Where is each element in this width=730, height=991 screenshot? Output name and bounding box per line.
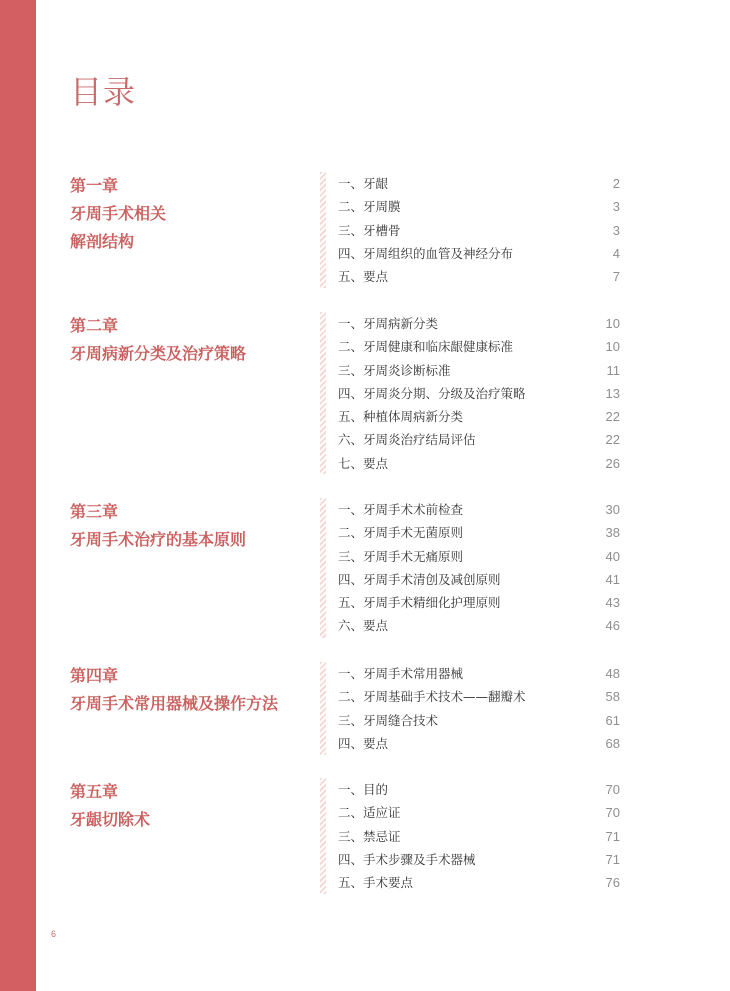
toc-entry-label: 一、牙周病新分类: [338, 316, 439, 331]
toc-entry-page: 2: [612, 176, 620, 191]
toc-entry[interactable]: [338, 801, 620, 824]
toc-entry[interactable]: [338, 335, 620, 358]
toc-entry-label: 一、目的: [338, 782, 389, 797]
toc-entry[interactable]: [338, 545, 620, 568]
toc-entry-label: 一、牙周手术术前检查: [338, 502, 464, 517]
toc-entry[interactable]: [338, 195, 620, 218]
toc-entry-label: 四、要点: [338, 735, 389, 751]
toc-entry-label: 一、牙龈: [338, 176, 389, 191]
toc-entry-page: 58: [605, 689, 620, 705]
chapter-3-title-line-1: 牙周手术治疗的基本原则: [70, 530, 247, 549]
toc-entry-label: 五、要点: [338, 269, 389, 285]
toc-entry-label: 四、牙周手术清创及减创原则: [338, 571, 501, 587]
toc-entry-label: 二、牙周健康和临床龈健康标准: [338, 339, 514, 355]
toc-entry-label: 五、牙周手术精细化护理原则: [338, 595, 501, 611]
toc-entry-page: 3: [612, 199, 620, 215]
chapter-2-title: [70, 312, 315, 368]
toc-entry[interactable]: [338, 428, 620, 451]
toc-entry-page: 4: [612, 245, 620, 261]
toc-entry-label: 三、牙周手术无痛原则: [338, 548, 464, 564]
chapter-1-title: [70, 172, 315, 256]
toc-entry-page: 7: [612, 269, 620, 285]
chapter-4-number: 第四章: [70, 666, 119, 685]
left-accent-bar: [0, 0, 36, 991]
chapter-1-title-line-2: 解剖结构: [70, 232, 135, 251]
toc-entry[interactable]: [338, 498, 620, 521]
chapter-4-divider: [320, 662, 326, 755]
toc-entry[interactable]: [338, 685, 620, 708]
chapter-1-title-line-1: 牙周手术相关: [70, 204, 167, 223]
toc-entry-page: 71: [605, 851, 620, 867]
toc-entry-page: 46: [605, 618, 620, 634]
chapter-5-title-line-1: 牙龈切除术: [70, 810, 151, 829]
chapter-2-divider: [320, 312, 326, 474]
toc-entry[interactable]: [338, 591, 620, 614]
toc-entry-page: 10: [605, 316, 620, 331]
page-title: 目录: [70, 73, 137, 111]
chapter-1-divider: [320, 172, 326, 288]
toc-entry-label: 四、牙周炎分期、分级及治疗策略: [338, 385, 526, 401]
toc-entry[interactable]: [338, 242, 620, 265]
toc-entry-page: 61: [605, 712, 620, 728]
chapter-5-number: 第五章: [70, 782, 119, 801]
toc-entry-page: 13: [605, 385, 620, 401]
toc-entry-label: 三、牙周炎诊断标准: [338, 362, 451, 378]
toc-entry[interactable]: [338, 709, 620, 732]
chapter-5-title: [70, 778, 315, 834]
chapter-2-title-line-1: 牙周病新分类及治疗策略: [70, 344, 247, 363]
toc-entry-label: 二、牙周膜: [338, 199, 401, 215]
toc-entry-label: 五、种植体周病新分类: [338, 409, 464, 425]
toc-entry-label: 二、适应证: [338, 805, 401, 821]
toc-entry-label: 一、牙周手术常用器械: [338, 666, 464, 681]
toc-entry[interactable]: [338, 219, 620, 242]
chapter-5-divider: [320, 778, 326, 894]
toc-entry-label: 四、手术步骤及手术器械: [338, 851, 476, 867]
toc-entry-page: 70: [605, 805, 620, 821]
toc-entry[interactable]: [338, 521, 620, 544]
toc-entry[interactable]: [338, 172, 620, 195]
chapter-4-title: [70, 662, 315, 718]
chapter-3-title: [70, 498, 315, 554]
toc-entry[interactable]: [338, 312, 620, 335]
toc-entry-page: 70: [605, 782, 620, 797]
toc-entry-label: 五、手术要点: [338, 875, 414, 891]
toc-entry-label: 二、牙周手术无菌原则: [338, 525, 464, 541]
chapter-4-title-line-1: 牙周手术常用器械及操作方法: [70, 694, 279, 713]
toc-entry-label: 六、牙周炎治疗结局评估: [338, 432, 476, 448]
toc-entry-page: 3: [612, 222, 620, 238]
toc-entry-label: 三、禁忌证: [338, 828, 401, 844]
toc-entry[interactable]: [338, 382, 620, 405]
toc-entry[interactable]: [338, 825, 620, 848]
toc-entry[interactable]: [338, 265, 620, 288]
toc-entry-page: 41: [605, 571, 620, 587]
toc-entry[interactable]: [338, 662, 620, 685]
toc-entry-label: 六、要点: [338, 618, 389, 634]
toc-entry-page: 11: [606, 362, 620, 378]
toc-entry-page: 76: [605, 875, 620, 891]
toc-entry[interactable]: [338, 732, 620, 755]
toc-entry-label: 三、牙周缝合技术: [338, 712, 439, 728]
toc-entry-page: 68: [605, 735, 620, 751]
toc-entry-page: 48: [605, 666, 620, 681]
toc-entry-page: 38: [605, 525, 620, 541]
chapter-3-entries: [338, 498, 620, 638]
chapter-1-entries: [338, 172, 620, 288]
toc-entry-page: 43: [605, 595, 620, 611]
toc-entry-label: 四、牙周组织的血管及神经分布: [338, 245, 514, 261]
chapter-5-entries: [338, 778, 620, 894]
toc-entry[interactable]: [338, 359, 620, 382]
toc-entry-label: 二、牙周基础手术技术——翻瓣术: [338, 689, 526, 705]
toc-entry-page: 10: [605, 339, 620, 355]
chapter-1-number: 第一章: [70, 176, 119, 195]
toc-entry[interactable]: [338, 848, 620, 871]
toc-entry[interactable]: [338, 778, 620, 801]
toc-entry-page: 22: [605, 409, 620, 425]
chapter-3-divider: [320, 498, 326, 638]
toc-entry-label: 三、牙槽骨: [338, 222, 401, 238]
toc-entry[interactable]: [338, 871, 620, 894]
chapter-4-entries: [338, 662, 620, 755]
chapter-3-number: 第三章: [70, 502, 119, 521]
toc-entry-page: 71: [605, 828, 620, 844]
page-number: 6: [51, 929, 57, 939]
chapter-2-entries: [338, 312, 620, 475]
toc-entry-page: 40: [605, 548, 620, 564]
toc-entry[interactable]: [338, 568, 620, 591]
toc-entry-page: 30: [605, 502, 620, 517]
chapter-2-number: 第二章: [70, 316, 119, 335]
toc-entry-page: 22: [605, 432, 620, 448]
toc-entry[interactable]: [338, 405, 620, 428]
toc-entry-page: 26: [605, 455, 620, 471]
toc-entry-label: 七、要点: [338, 455, 389, 471]
toc-entry[interactable]: [338, 452, 620, 475]
toc-entry[interactable]: [338, 614, 620, 637]
